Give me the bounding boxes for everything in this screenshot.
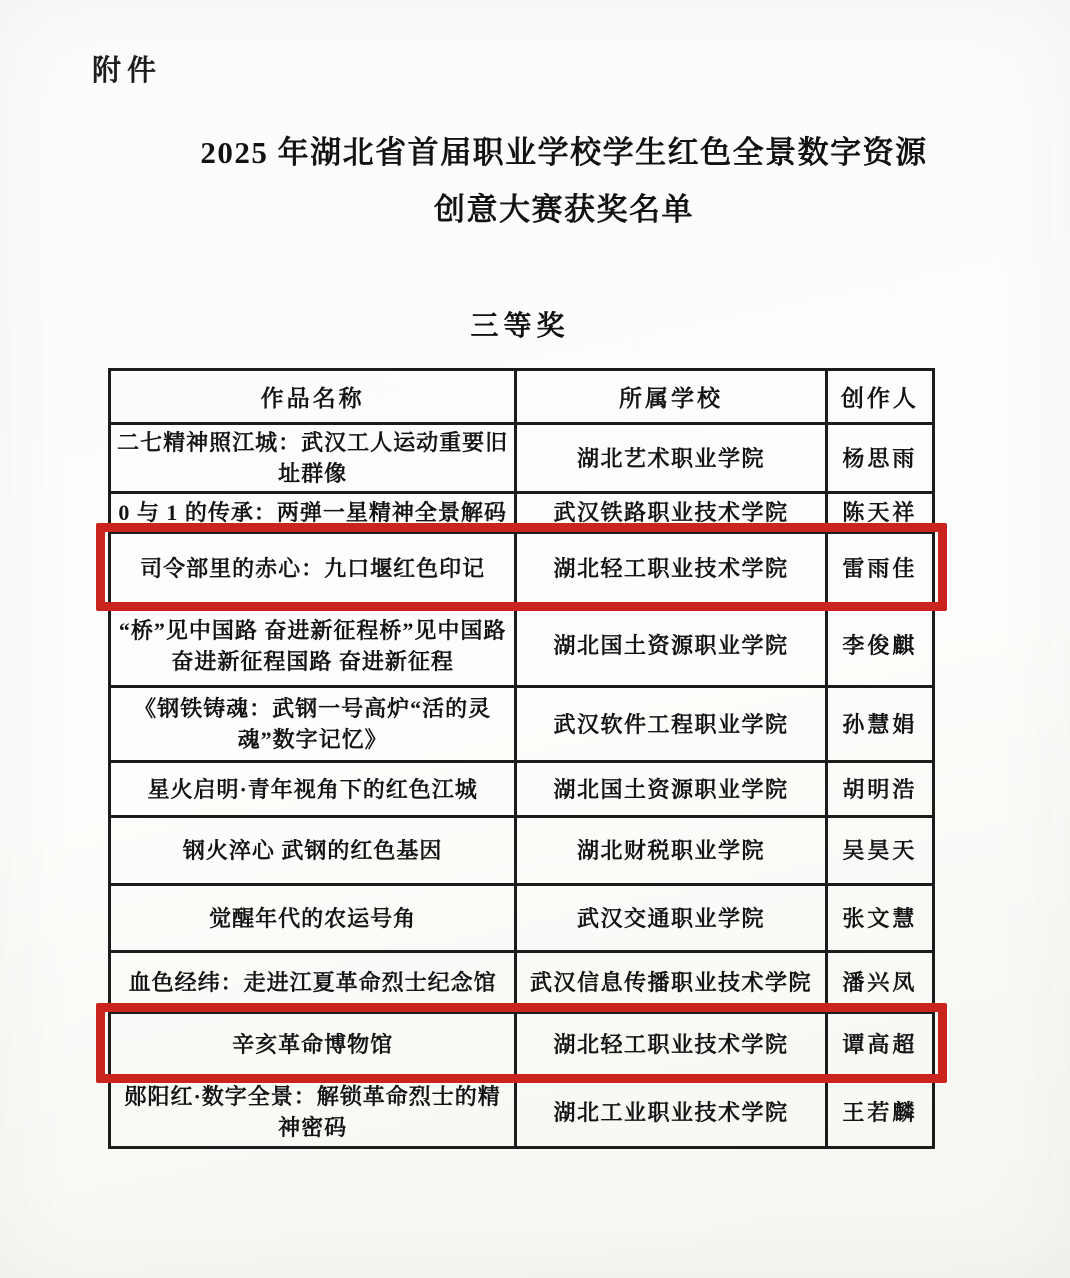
- school-cell: 湖北轻工职业技术学院: [516, 533, 827, 605]
- work-title-cell: 《钢铁铸魂：武钢一号高炉“活的灵魂”数字记忆》: [110, 687, 516, 762]
- school-cell: 武汉信息传播职业技术学院: [516, 952, 827, 1013]
- table-row: [110, 817, 934, 885]
- table-row: [110, 885, 934, 952]
- creator-cell: 李俊麒: [826, 605, 933, 687]
- creator-cell: 胡明浩: [826, 762, 933, 817]
- school-cell: 武汉铁路职业技术学院: [516, 493, 827, 533]
- award-table-wrapper: [108, 368, 935, 1149]
- school-cell: 湖北艺术职业学院: [516, 424, 827, 493]
- creator-cell: 谭高超: [826, 1013, 933, 1077]
- table-row: [110, 1013, 934, 1077]
- creator-cell: 陈天祥: [826, 493, 933, 533]
- work-title-cell: 司令部里的赤心：九口堰红色印记: [110, 533, 516, 605]
- work-title-cell: “桥”见中国路 奋进新征程桥”见中国路 奋进新征程国路 奋进新征程: [110, 605, 516, 687]
- school-cell: 湖北工业职业技术学院: [516, 1077, 827, 1148]
- title-line-1: 2025 年湖北省首届职业学校学生红色全景数字资源: [200, 135, 928, 170]
- table-row: [110, 424, 934, 493]
- attachment-label: 附件: [92, 55, 163, 87]
- table-row: [110, 533, 934, 605]
- column-header-work-title: 作品名称: [110, 370, 516, 424]
- school-cell: 湖北国土资源职业学院: [516, 605, 827, 687]
- award-table: [108, 368, 935, 1149]
- work-title-cell: 二七精神照江城：武汉工人运动重要旧址群像: [110, 424, 516, 493]
- title-line-2: 创意大赛获奖名单: [434, 192, 694, 227]
- creator-cell: 潘兴凤: [826, 952, 933, 1013]
- column-header-school: 所属学校: [516, 370, 827, 424]
- table-row: [110, 762, 934, 817]
- work-title-cell: 觉醒年代的农运号角: [110, 885, 516, 952]
- work-title-cell: 郧阳红·数字全景：解锁革命烈士的精神密码: [110, 1077, 516, 1148]
- school-cell: 武汉交通职业学院: [516, 885, 827, 952]
- creator-cell: 孙慧娟: [826, 687, 933, 762]
- table-row: [110, 1077, 934, 1148]
- work-title-cell: 星火启明·青年视角下的红色江城: [110, 762, 516, 817]
- creator-cell: 张文慧: [826, 885, 933, 952]
- creator-cell: 杨思雨: [826, 424, 933, 493]
- column-header-creator: 创作人: [826, 370, 933, 424]
- table-row: [110, 952, 934, 1013]
- table-row: [110, 687, 934, 762]
- school-cell: 湖北轻工职业技术学院: [516, 1013, 827, 1077]
- document-title: [0, 124, 1070, 238]
- table-header-row: [110, 370, 934, 424]
- section-heading-third-prize: 三等奖: [470, 311, 570, 342]
- creator-cell: 王若麟: [826, 1077, 933, 1148]
- school-cell: 湖北财税职业学院: [516, 817, 827, 885]
- work-title-cell: 钢火淬心 武钢的红色基因: [110, 817, 516, 885]
- creator-cell: 吴昊天: [826, 817, 933, 885]
- work-title-cell: 血色经纬：走进江夏革命烈士纪念馆: [110, 952, 516, 1013]
- school-cell: 武汉软件工程职业学院: [516, 687, 827, 762]
- creator-cell: 雷雨佳: [826, 533, 933, 605]
- work-title-cell: 辛亥革命博物馆: [110, 1013, 516, 1077]
- table-row: [110, 605, 934, 687]
- work-title-cell: 0 与 1 的传承：两弹一星精神全景解码: [110, 493, 516, 533]
- table-row: [110, 493, 934, 533]
- school-cell: 湖北国土资源职业学院: [516, 762, 827, 817]
- award-table-body: [110, 424, 934, 1148]
